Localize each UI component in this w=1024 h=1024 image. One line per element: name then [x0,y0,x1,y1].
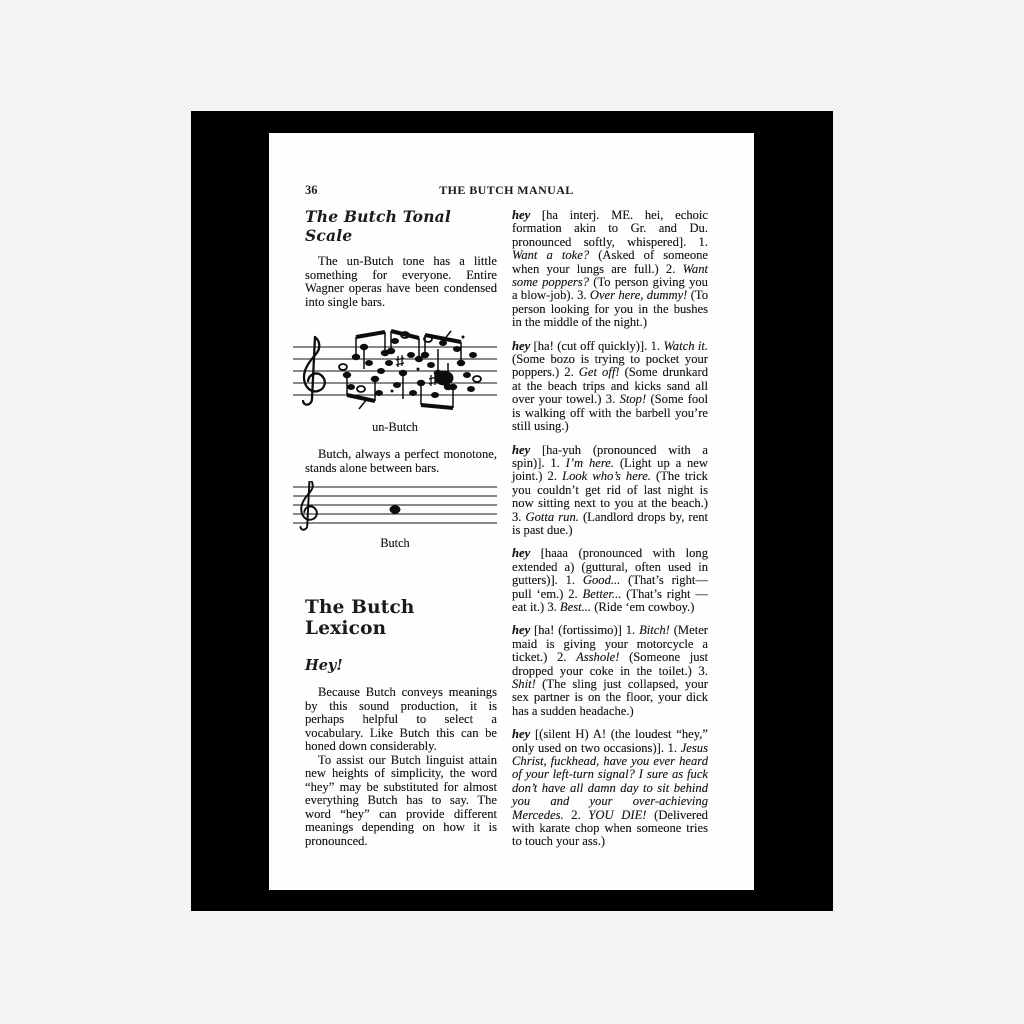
entry-text: (Delivered with karate chop when someone tries to touch your ass.) [512,807,708,849]
entry-headword: hey [512,208,531,222]
paragraph-hey-substitute: To assist our Butch linguist attain new heights of simplicity, the word “hey” may be substituted for almost everything Butch has to say. The word “hey” can provide different meanings depending on how it is pronounced. [305,752,497,848]
entry-text: Get off! [578,365,620,380]
entry-text: (Someone just dropped your coke in the toilet.) 3. [512,650,708,678]
entry-text: (Some bozo is trying to pocket your poppers.) 2. [512,352,708,380]
entry-text: [ha! (fortissimo)] 1. [530,623,640,638]
entry-text: [ha! (cut off quickly)]. 1. [530,338,664,353]
entry-headword: hey [512,546,531,561]
entry-text: Stop! [619,392,647,407]
entry-text: Better... [582,586,622,601]
lexicon-entry [512,209,708,330]
butch-staff-image [293,481,497,531]
entry-text: (That’s right — eat it.) 3. [512,586,709,614]
entry-text: [ha interj. ME. hei, echoic formation akin to Gr. and Du. pronounced softly, whispered]. 1. [512,208,708,249]
entry-text: (That’s right—pull ‘em.) 2. [512,573,708,601]
book-page [269,133,754,890]
section-heading-tonal-scale: The Butch Tonal Scale [305,207,451,245]
entry-text: Asshole! [576,650,620,665]
butch-notation-figure [293,481,497,551]
un-butch-staff-image [293,329,497,415]
two-column-layout [305,207,708,859]
page-number: 36 [305,183,318,197]
staff-lines [293,487,497,523]
lexicon-entry [512,444,708,538]
entry-text: YOU DIE! [588,807,647,822]
entry-text: Bitch! [639,623,670,638]
un-butch-notation-figure [293,329,497,435]
entry-headword: hey [512,338,531,353]
lexicon-entry [512,547,708,614]
lexicon-entry [512,340,708,434]
entry-text: Gotta run. [525,509,579,524]
figure-caption-butch: Butch [380,536,410,550]
single-monotone-note [390,505,401,514]
entry-text: [(silent H) A! (the loudest “hey,” only used on two occasions)]. 1. [512,727,708,755]
entry-text: (Some fool is walking off with the barbell you’re still using.) [512,392,708,434]
lexicon-entry [512,624,708,718]
figure-caption-unbutch: un-Butch [372,420,418,434]
entry-text: I’m here. [565,455,615,470]
entry-text: Want some poppers? [512,261,708,290]
entry-text: (Landlord drops by, rent is past due.) [512,509,708,537]
paragraph-butch-monotone: Butch, always a perfect monotone, stands alone between bars. [305,447,497,475]
running-title: THE BUTCH MANUAL [439,183,574,197]
section-heading-lexicon: The Butch Lexicon [305,597,415,639]
left-column [305,207,497,859]
entry-text: (Asked of someone when your lungs are full.) 2. [512,248,709,276]
entry-headword: hey [512,727,531,742]
entry-text: Look who’s here. [562,469,651,484]
entry-text: (Some drunkard at the beach trips and kicks sand all over your towel.) 3. [512,365,708,407]
entry-text: Over here, dummy! [589,288,688,303]
entry-text: [ha-yuh (pronounced with a spin)]. 1. [512,442,708,470]
paragraph-lexicon-intro: Because Butch conveys meanings by this sound production, it is perhaps helpful to select a vocabulary. Like Butch this can be honed down considerably. [305,685,497,753]
black-mat-frame [191,111,833,911]
entry-text: 2. [563,807,589,822]
entry-text: (The trick you couldn’t get rid of last night is now sitting next to you at the beach.) 3. [512,469,708,524]
entry-text: (To person looking for you in the bushes in the middle of the night.) [512,288,709,330]
subheading-hey: Hey! [305,657,343,674]
entry-text: Jesus Christ, fuckhead, have you ever heard of your left-turn signal? I sure as fuck don’t have all damn day to sit behind you and your over-achieving Mercedes. [512,740,708,822]
page-header [305,183,708,199]
right-column lexicon-entries [512,207,708,859]
entry-text: Watch it. [663,338,708,353]
entry-text: (To person giving you a blow-job). 3. [512,275,708,303]
entry-text: Best... [559,599,592,614]
note-heads [343,336,477,399]
entry-text: (Ride ‘em cowboy.) [591,599,695,614]
paragraph-unbutch-tone: The un-Butch tone has a little something for everyone. Entire Wagner operas have been condensed into single bars. [305,254,497,309]
note-chaos-cluster [339,331,481,409]
entry-headword: hey [512,442,531,457]
lexicon-entry [512,728,708,849]
entry-text: (The sling just collapsed, your sex partner is on the floor, your dick has a sudden headache.) [512,677,708,718]
entry-text: Shit! [512,677,536,691]
entry-text: (Meter maid is giving your motorcycle a ticket.) 2. [512,623,708,665]
entry-text: [haaa (pronounced with long extended a) (guttural, often used in gutters)]. 1. [512,546,708,588]
entry-text: Want a toke? [512,248,590,263]
entry-headword: hey [512,623,531,638]
entry-text: (Light up a new joint.) 2. [512,455,708,484]
entry-text: Good... [582,573,621,588]
